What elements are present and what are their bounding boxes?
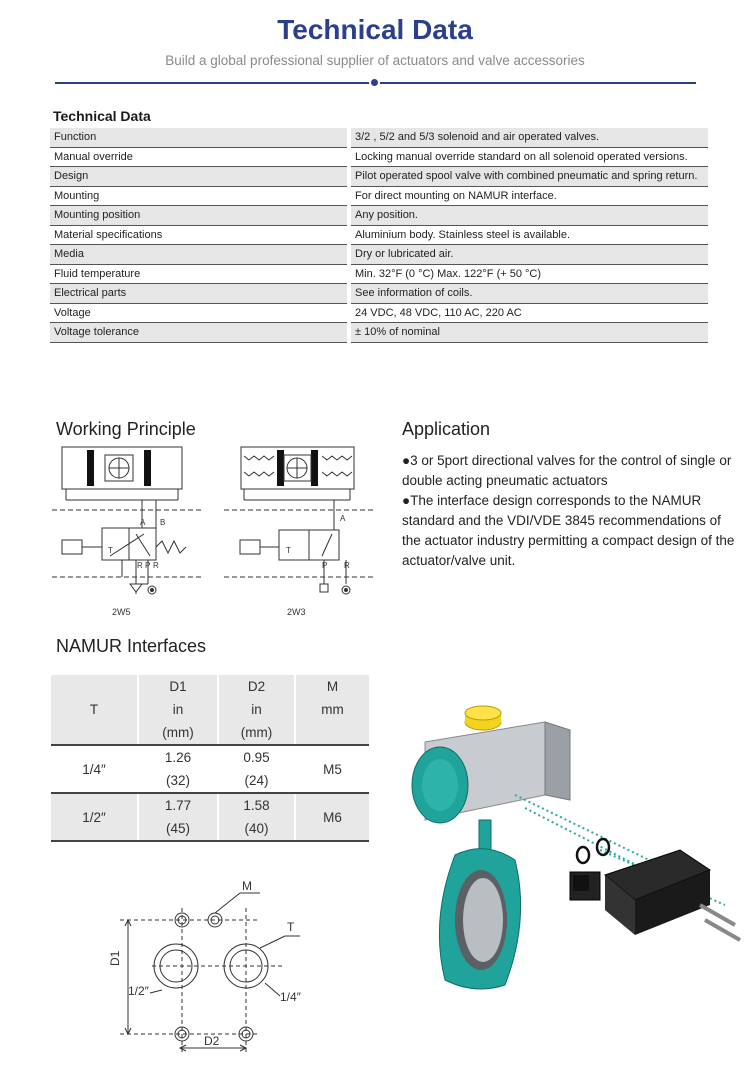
tech-row-value: 3/2 , 5/2 and 5/3 solenoid and air operated valves. xyxy=(351,128,708,148)
namur-table xyxy=(51,675,369,842)
application-item: ●The interface design corresponds to the NAMUR standard and the VDI/VDE 3845 recommendations of the actuator industry permitting a compact design of the actuator/valve unit. xyxy=(402,493,735,568)
svg-text:B: B xyxy=(160,518,166,527)
drawing-label-half: 1/2″ xyxy=(128,984,149,998)
tech-table-title: Technical Data xyxy=(53,108,151,124)
tech-row-value: Aluminium body. Stainless steel is available. xyxy=(351,226,708,246)
valve-actuator-illustration xyxy=(395,700,745,1000)
page-title: Technical Data xyxy=(277,14,473,45)
tech-row-key: Voltage tolerance xyxy=(50,323,347,343)
tech-row-value: 24 VDC, 48 VDC, 110 AC, 220 AC xyxy=(351,304,708,324)
svg-text:A: A xyxy=(340,514,346,523)
svg-text:P: P xyxy=(322,561,328,570)
tech-row-key: Material specifications xyxy=(50,226,347,246)
table-row xyxy=(50,187,708,207)
schematic-2w5-caption: 2W5 xyxy=(112,607,131,617)
svg-text:A: A xyxy=(140,518,146,527)
schematic-2w5 xyxy=(52,444,202,619)
tech-row-key: Media xyxy=(50,245,347,265)
tech-row-key: Fluid temperature xyxy=(50,265,347,285)
header-divider-dot xyxy=(369,77,380,88)
tech-row-value: ± 10% of nominal xyxy=(351,323,708,343)
tech-row-key: Mounting xyxy=(50,187,347,207)
tech-row-value: Min. 32°F (0 °C) Max. 122°F (+ 50 °C) xyxy=(351,265,708,285)
tech-row-key: Design xyxy=(50,167,347,187)
namur-interface-drawing xyxy=(100,878,330,1063)
namur-header-d2: D2 in (mm) xyxy=(218,675,295,745)
tech-row-value: Locking manual override standard on all solenoid operated versions. xyxy=(351,148,708,168)
svg-text:R: R xyxy=(344,561,350,570)
application-item: ●3 or 5port directional valves for the control of single or double acting pneumatic actuators xyxy=(402,453,732,488)
table-row xyxy=(50,148,708,168)
table-row xyxy=(50,245,708,265)
table-row: 1/2″ 1.77 (45) 1.58 (40) M6 xyxy=(51,793,369,841)
tech-row-value: For direct mounting on NAMUR interface. xyxy=(351,187,708,207)
application-text xyxy=(402,451,742,571)
schematic-2w3-caption: 2W3 xyxy=(287,607,306,617)
table-row: 1/4″ 1.26 (32) 0.95 (24) M5 xyxy=(51,745,369,793)
svg-text:T: T xyxy=(286,546,291,555)
table-row xyxy=(50,226,708,246)
table-row xyxy=(50,206,708,226)
namur-header-d1: D1 in (mm) xyxy=(138,675,218,745)
tech-row-key: Function xyxy=(50,128,347,148)
table-row xyxy=(50,128,708,148)
table-row xyxy=(50,304,708,324)
working-principle-title: Working Principle xyxy=(56,419,196,439)
tech-table xyxy=(50,128,708,343)
table-row xyxy=(50,284,708,304)
schematic-2w3 xyxy=(224,444,374,619)
tech-row-value: Any position. xyxy=(351,206,708,226)
tech-row-key: Mounting position xyxy=(50,206,347,226)
drawing-label-m: M xyxy=(242,879,252,893)
tech-row-key: Electrical parts xyxy=(50,284,347,304)
drawing-label-quarter: 1/4″ xyxy=(280,990,301,1004)
tech-row-value: See information of coils. xyxy=(351,284,708,304)
tech-row-key: Manual override xyxy=(50,148,347,168)
svg-text:R: R xyxy=(137,561,143,570)
table-row xyxy=(50,265,708,285)
drawing-label-d1: D1 xyxy=(108,950,122,966)
namur-title: NAMUR Interfaces xyxy=(56,636,207,656)
application-title: Application xyxy=(402,419,491,439)
svg-text:R: R xyxy=(153,561,159,570)
page-subtitle: Build a global professional supplier of actuators and valve accessories xyxy=(165,53,585,68)
tech-row-value: Pilot operated spool valve with combined pneumatic and spring return. xyxy=(351,167,708,187)
svg-text:P: P xyxy=(145,561,151,570)
table-row xyxy=(50,323,708,343)
namur-header-t: T xyxy=(51,675,138,745)
table-row xyxy=(50,167,708,187)
svg-text:T: T xyxy=(108,546,113,555)
tech-row-value: Dry or lubricated air. xyxy=(351,245,708,265)
namur-header-m: M mm xyxy=(295,675,369,745)
tech-row-key: Voltage xyxy=(50,304,347,324)
drawing-label-d2: D2 xyxy=(204,1034,220,1048)
drawing-label-t: T xyxy=(287,920,295,934)
